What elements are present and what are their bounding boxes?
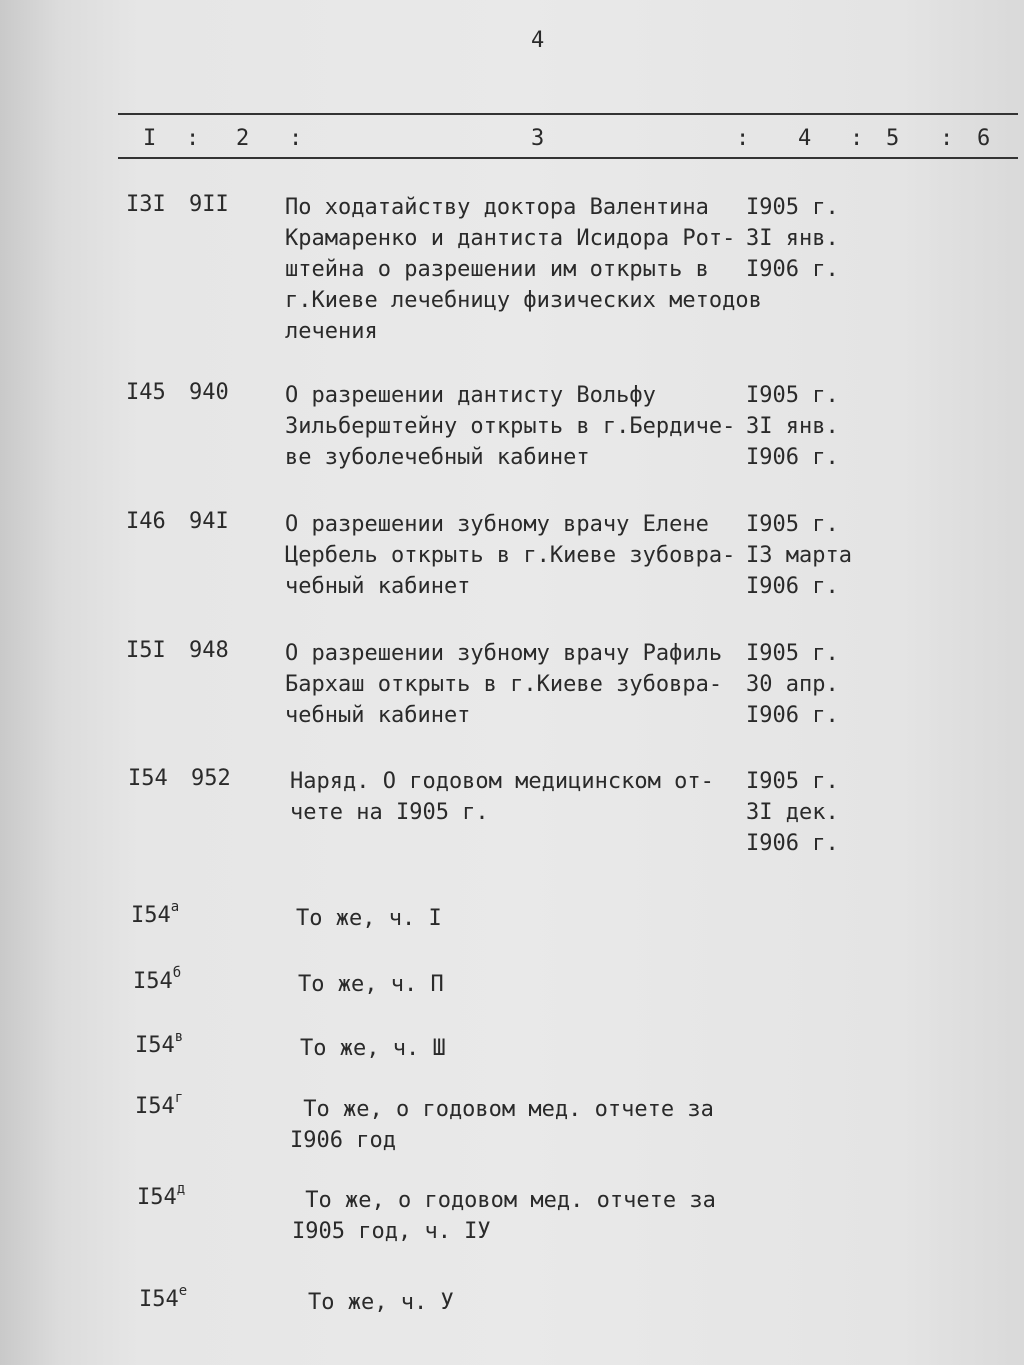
entry-number: $I54^а$ (131, 899, 180, 928)
entry-dates: I905 г. I3 марта I906 г. (746, 512, 852, 599)
entry-dates: I905 г. 3I дек. I906 г. (746, 769, 839, 856)
entry-number: $I54^г$ (135, 1090, 184, 1119)
entry-code: 94I (189, 509, 229, 534)
entry-title: О разрешении зубному врачу Елене Цербель открыть в г.Киеве зубовра- чебный кабинет (285, 512, 736, 599)
entry-number: I5I (126, 638, 166, 663)
entry-number: I3I (126, 192, 166, 217)
entry-code: 940 (189, 380, 229, 405)
entry-title: То же, ч. Ш (300, 1036, 446, 1061)
entry-title: То же, о годовом мед. отчете за I906 год (290, 1097, 714, 1153)
entry-title: То же, о годовом мед. отчете за I905 год, ч. IУ (292, 1188, 716, 1244)
entry-number-suffix: а (170, 899, 180, 915)
entry-dates: I905 г. 3I янв. I906 г. (746, 195, 839, 282)
entry-number: $I54^е$ (139, 1283, 188, 1312)
column-header-6: 6 (977, 126, 991, 151)
page-number: 4 (531, 28, 545, 53)
column-separator: : (940, 126, 954, 151)
entry-title: По ходатайству доктора Валентина Крамаренко и дантиста Исидора Рот- штейна о разрешении им открыть в г.Киеве лечебницу физических методов лечения (285, 195, 762, 344)
entry-number: I46 (126, 509, 166, 534)
entry-number: $I54^б$ (133, 965, 182, 994)
entry-title: То же, ч. П (298, 972, 444, 997)
column-header-3: 3 (531, 126, 545, 151)
entry-number: $I54^д$ (137, 1181, 186, 1210)
column-header-1: I (143, 126, 157, 151)
entry-number: I45 (126, 380, 166, 405)
column-header-4: 4 (798, 126, 812, 151)
header-rule-bottom (118, 157, 1018, 159)
header-rule-top (118, 113, 1018, 115)
entry-number-suffix: г (174, 1090, 184, 1106)
entry-number: I54 (128, 766, 168, 791)
column-separator: : (850, 126, 864, 151)
column-separator: : (289, 126, 303, 151)
entry-number-suffix: б (172, 965, 182, 981)
entry-code: 9II (189, 192, 229, 217)
entry-title: То же, ч. У (308, 1290, 454, 1315)
entry-title: О разрешении зубному врачу Рафиль Бархаш открыть в г.Киеве зубовра- чебный кабинет (285, 641, 723, 728)
entry-number-suffix: в (174, 1029, 184, 1045)
entry-number: $I54^в$ (135, 1029, 184, 1058)
column-header-2: 2 (236, 126, 250, 151)
column-header-5: 5 (886, 126, 900, 151)
entry-title: То же, ч. I (296, 906, 442, 931)
entry-code: 952 (191, 766, 231, 791)
entry-number-suffix: д (176, 1181, 186, 1197)
entry-dates: I905 г. 30 апр. I906 г. (746, 641, 839, 728)
entry-title: Наряд. О годовом медицинском от- чете на I905 г. (290, 769, 714, 825)
column-separator: : (186, 126, 200, 151)
entry-title: О разрешении дантисту Вольфу Зильберштейну открыть в г.Бердиче- ве зуболечебный кабинет (285, 383, 736, 470)
column-separator: : (736, 126, 750, 151)
entry-code: 948 (189, 638, 229, 663)
entry-dates: I905 г. 3I янв. I906 г. (746, 383, 839, 470)
entry-number-suffix: е (178, 1283, 188, 1299)
